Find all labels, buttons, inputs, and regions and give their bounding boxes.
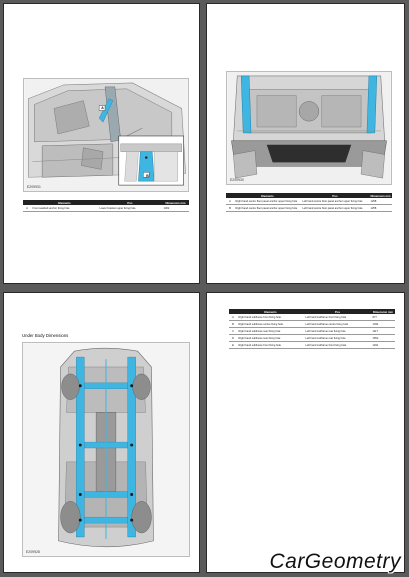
table-row [229, 342, 395, 349]
row-key: A [226, 198, 234, 205]
row-dimension: 1258 [369, 205, 392, 212]
header-pos: Pos [301, 193, 369, 198]
row-key: D [229, 335, 237, 342]
row-element: Right hand subframe front fixing hole [237, 314, 304, 321]
figure-id: E209931 [27, 185, 41, 189]
rear-bulkhead-illustration [227, 72, 391, 184]
header-elements: Elements [31, 200, 98, 205]
figure-underbody [22, 342, 190, 557]
row-element: Right hand subframe centre fixing hole [237, 321, 304, 328]
dimension-table [23, 200, 189, 212]
callout-a-label: A [101, 106, 104, 111]
row-dimension: 877 [371, 314, 395, 321]
row-dimension: 1302 [162, 205, 189, 212]
row-element: Front seatbelt anchor fixing hole [31, 205, 98, 212]
page-4 [206, 292, 405, 573]
row-dimension: 1552 [371, 335, 395, 342]
table-row [226, 205, 392, 212]
header-elements: Elements [234, 193, 301, 198]
row-pos: Left hand subframe centre fixing hole [304, 321, 371, 328]
watermark-logo: CarGeometry [269, 550, 401, 573]
row-pos: Left hand subframe front fixing hole [304, 342, 371, 349]
row-element: Right hand subframe rear fixing hole [237, 328, 304, 335]
row-key: E [229, 342, 237, 349]
dimension-table [229, 309, 395, 349]
dimension-table [226, 193, 392, 212]
table-row [229, 328, 395, 335]
row-element: Right hand subframe rear fixing hole [237, 335, 304, 342]
header-pos: Pos [304, 309, 371, 314]
row-element: Right hand centre floor panel anchor upper fixing hole [234, 205, 301, 212]
row-pos: Left hand subframe rear fixing hole [304, 335, 371, 342]
header-pos: Pos [98, 200, 162, 205]
row-dimension: 1117 [371, 328, 395, 335]
row-pos: Left hand subframe front fixing hole [304, 314, 371, 321]
row-pos: Left hand subframe rear fixing hole [304, 328, 371, 335]
figure-rear-bulkhead [226, 71, 392, 185]
row-pos: Left hand centre floor panel anchor upper fixing hole [301, 205, 369, 212]
row-key: A [23, 205, 31, 212]
row-dimension: 1034 [371, 321, 395, 328]
row-key: B [226, 205, 234, 212]
header-dimension: Dimension mm [162, 200, 189, 205]
figure-id: E209928 [26, 550, 40, 554]
page-1 [3, 3, 200, 284]
row-key: B [229, 321, 237, 328]
row-dimension: 1162 [371, 342, 395, 349]
b-pillar-illustration [24, 79, 188, 191]
row-pos: Lower bracket upper fixing hole [98, 205, 162, 212]
page-3 [3, 292, 200, 573]
header-dimension: Dimension mm [372, 309, 394, 314]
row-dimension: 1258 [369, 198, 392, 205]
row-key: C [229, 328, 237, 335]
row-element: Right hand subframe front fixing hole [237, 342, 304, 349]
underbody-illustration [23, 343, 189, 556]
table-row [23, 205, 189, 212]
figure-b-pillar [23, 78, 189, 192]
page-2 [206, 3, 405, 284]
section-title: Under Body Dimensions [22, 333, 69, 338]
row-key: A [229, 314, 237, 321]
table-row [229, 321, 395, 328]
header-dimension: Dimension mm [370, 193, 391, 198]
header-elements: Elements [237, 309, 304, 314]
row-pos: Left hand centre floor panel anchor upper fixing hole [301, 198, 369, 205]
table-row [229, 335, 395, 342]
figure-id: E209930 [230, 178, 244, 182]
row-element: Right hand centre floor panel anchor upper fixing hole [234, 198, 301, 205]
callout-b-label: B [146, 174, 149, 179]
